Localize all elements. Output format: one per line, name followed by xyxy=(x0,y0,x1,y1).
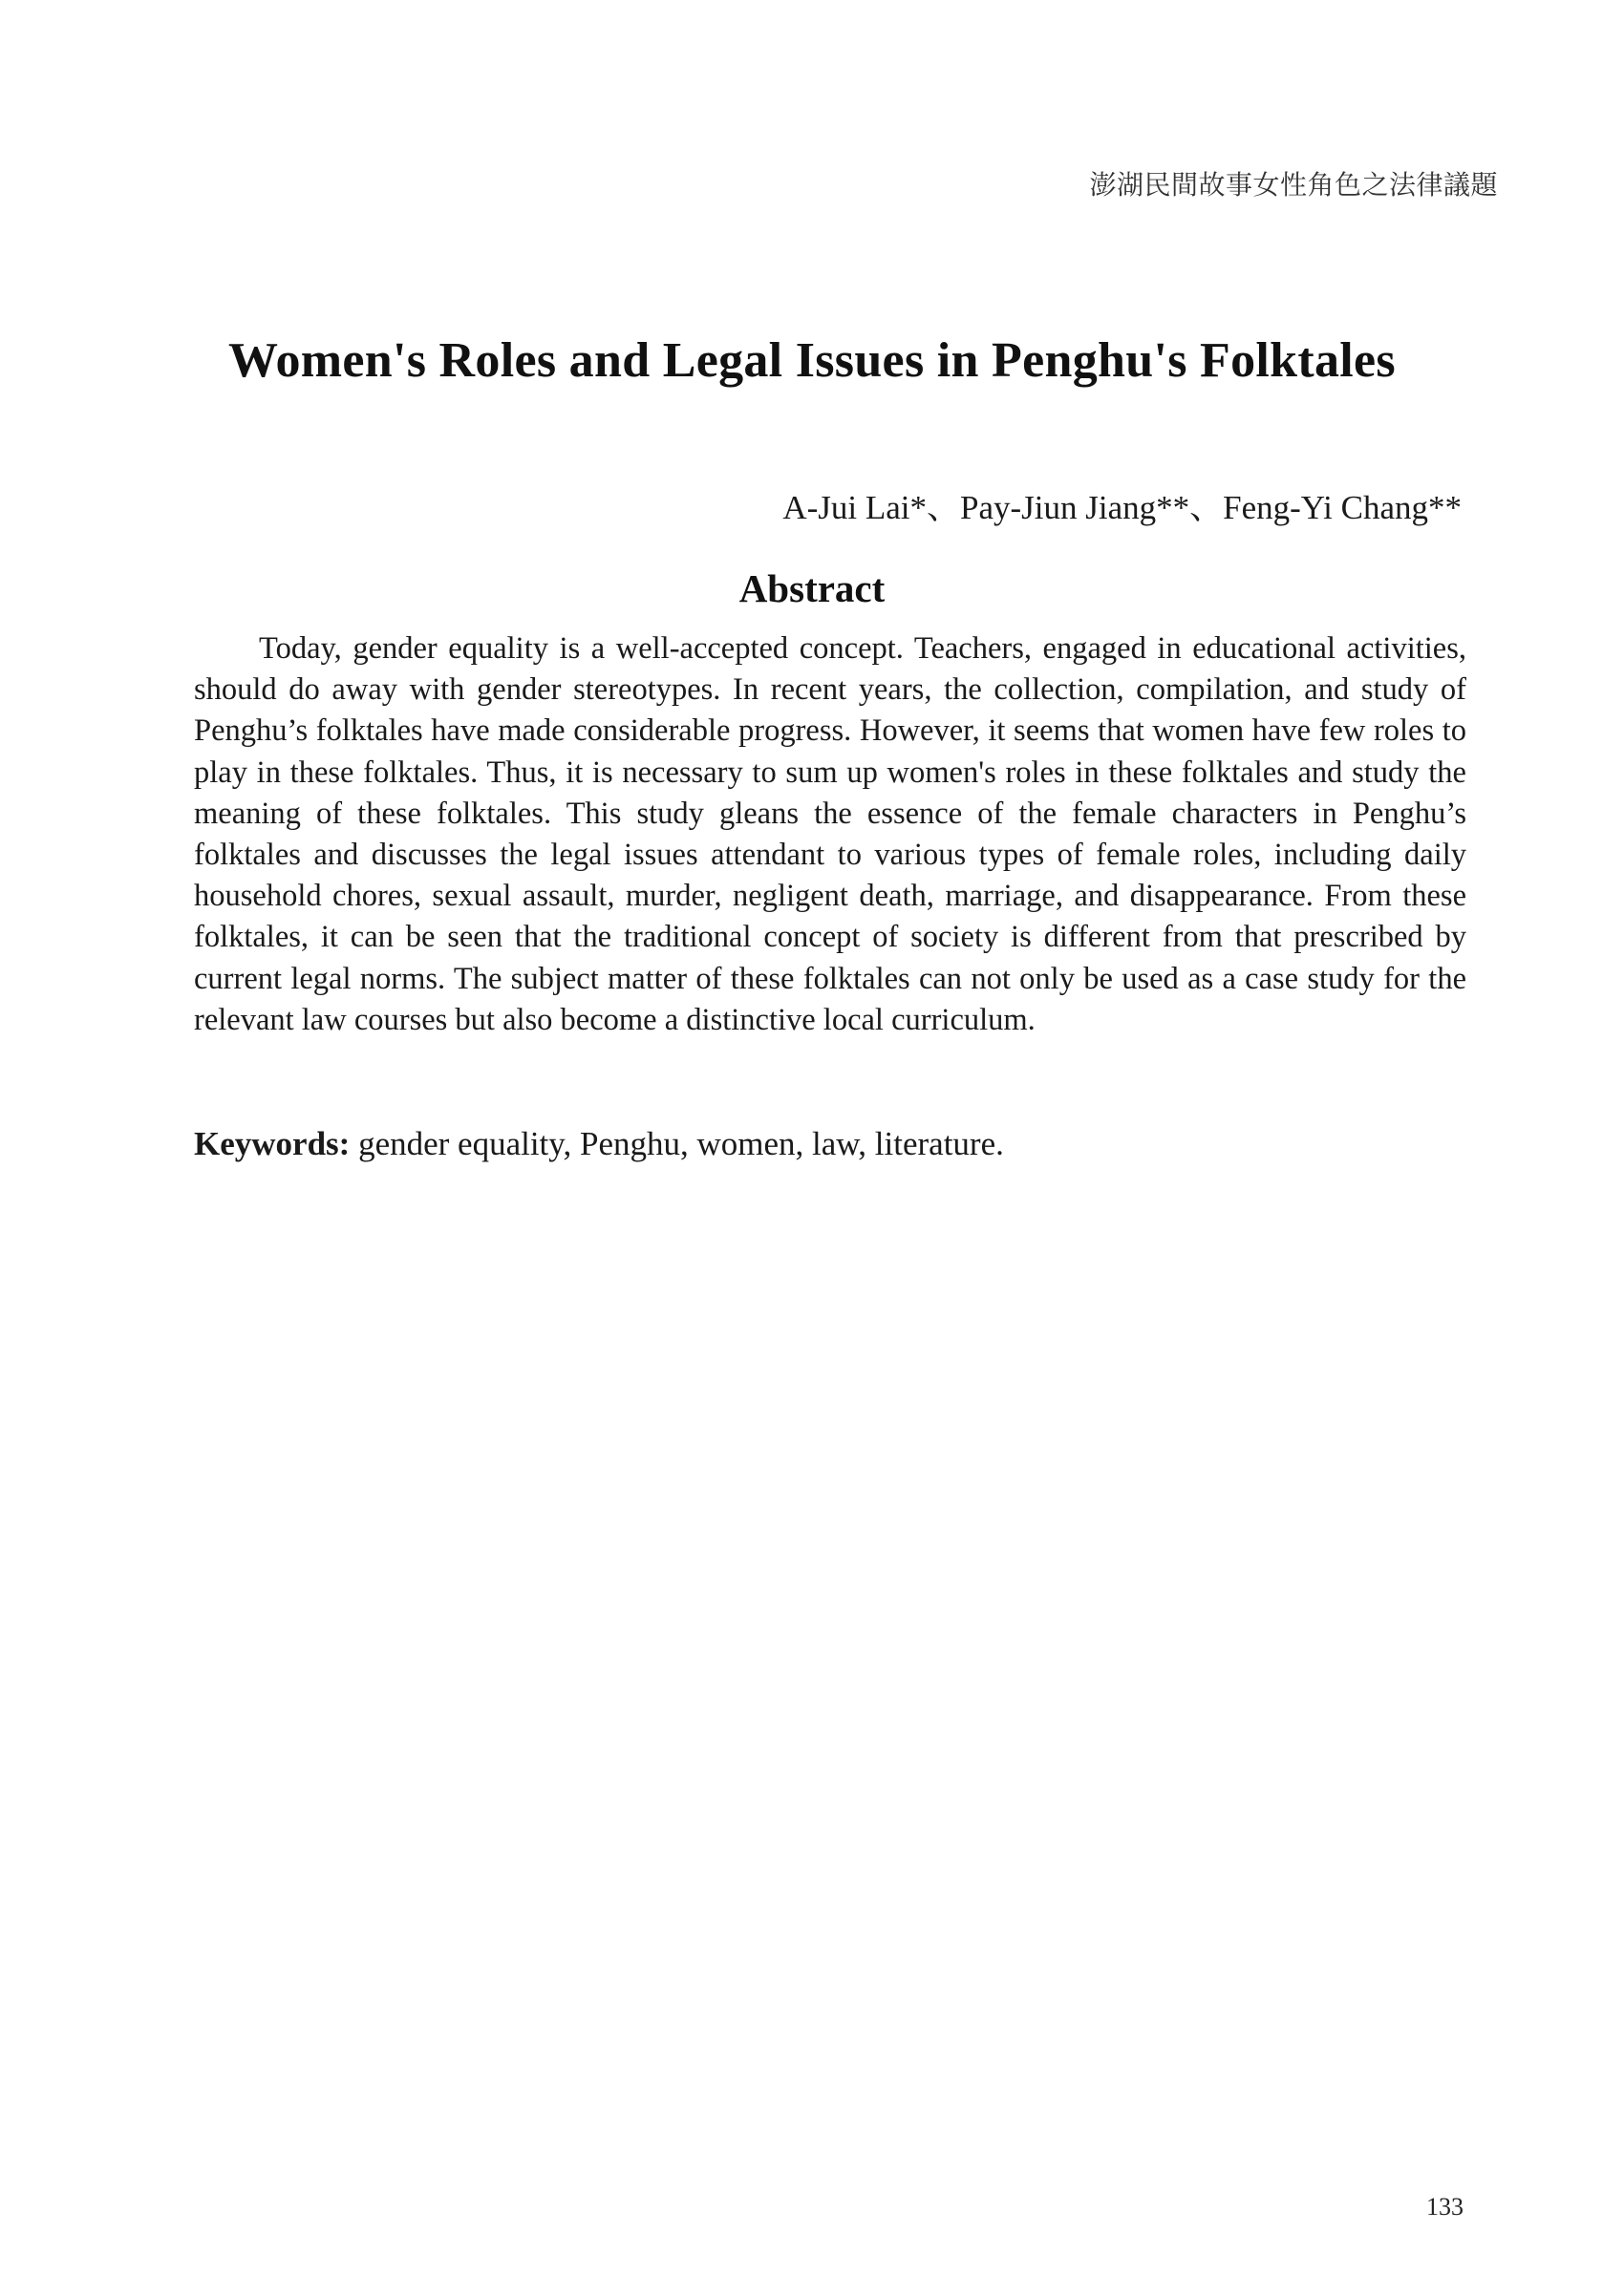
author-list: A-Jui Lai*、Pay-Jiun Jiang**、Feng-Yi Chang** xyxy=(782,489,1462,526)
keywords-line xyxy=(194,1125,1466,1163)
keywords-text: gender equality, Penghu, women, law, literature. xyxy=(350,1125,1004,1162)
abstract-body: Today, gender equality is a well-accepted concept. Teachers, engaged in educational activities, should do away with gender stereotypes. In recent years, the collection, compilation, and study of Penghu’s folktales have made considerable progress. However, it seems that women have few roles to play in these folktales. Thus, it is necessary to sum up women's roles in these folktales and study the meaning of these folktales. This study gleans the essence of the female characters in Penghu’s folktales and discusses the legal issues attendant to various types of female roles, including daily household chores, sexual assault, murder, negligent death, marriage, and disappearance. From these folktales, it can be seen that the traditional concept of society is different from that prescribed by current legal norms. The subject matter of these folktales can not only be used as a case study for the relevant law courses but also become a distinctive local curriculum. xyxy=(194,631,1466,1037)
paper-title: Women's Roles and Legal Issues in Penghu's Folktales xyxy=(228,333,1396,388)
keywords-label: Keywords: xyxy=(194,1125,351,1162)
running-header: 澎湖民間故事女性角色之法律議題 xyxy=(1089,169,1498,201)
abstract-heading: Abstract xyxy=(738,566,886,610)
page-number: 133 xyxy=(1426,2193,1464,2221)
